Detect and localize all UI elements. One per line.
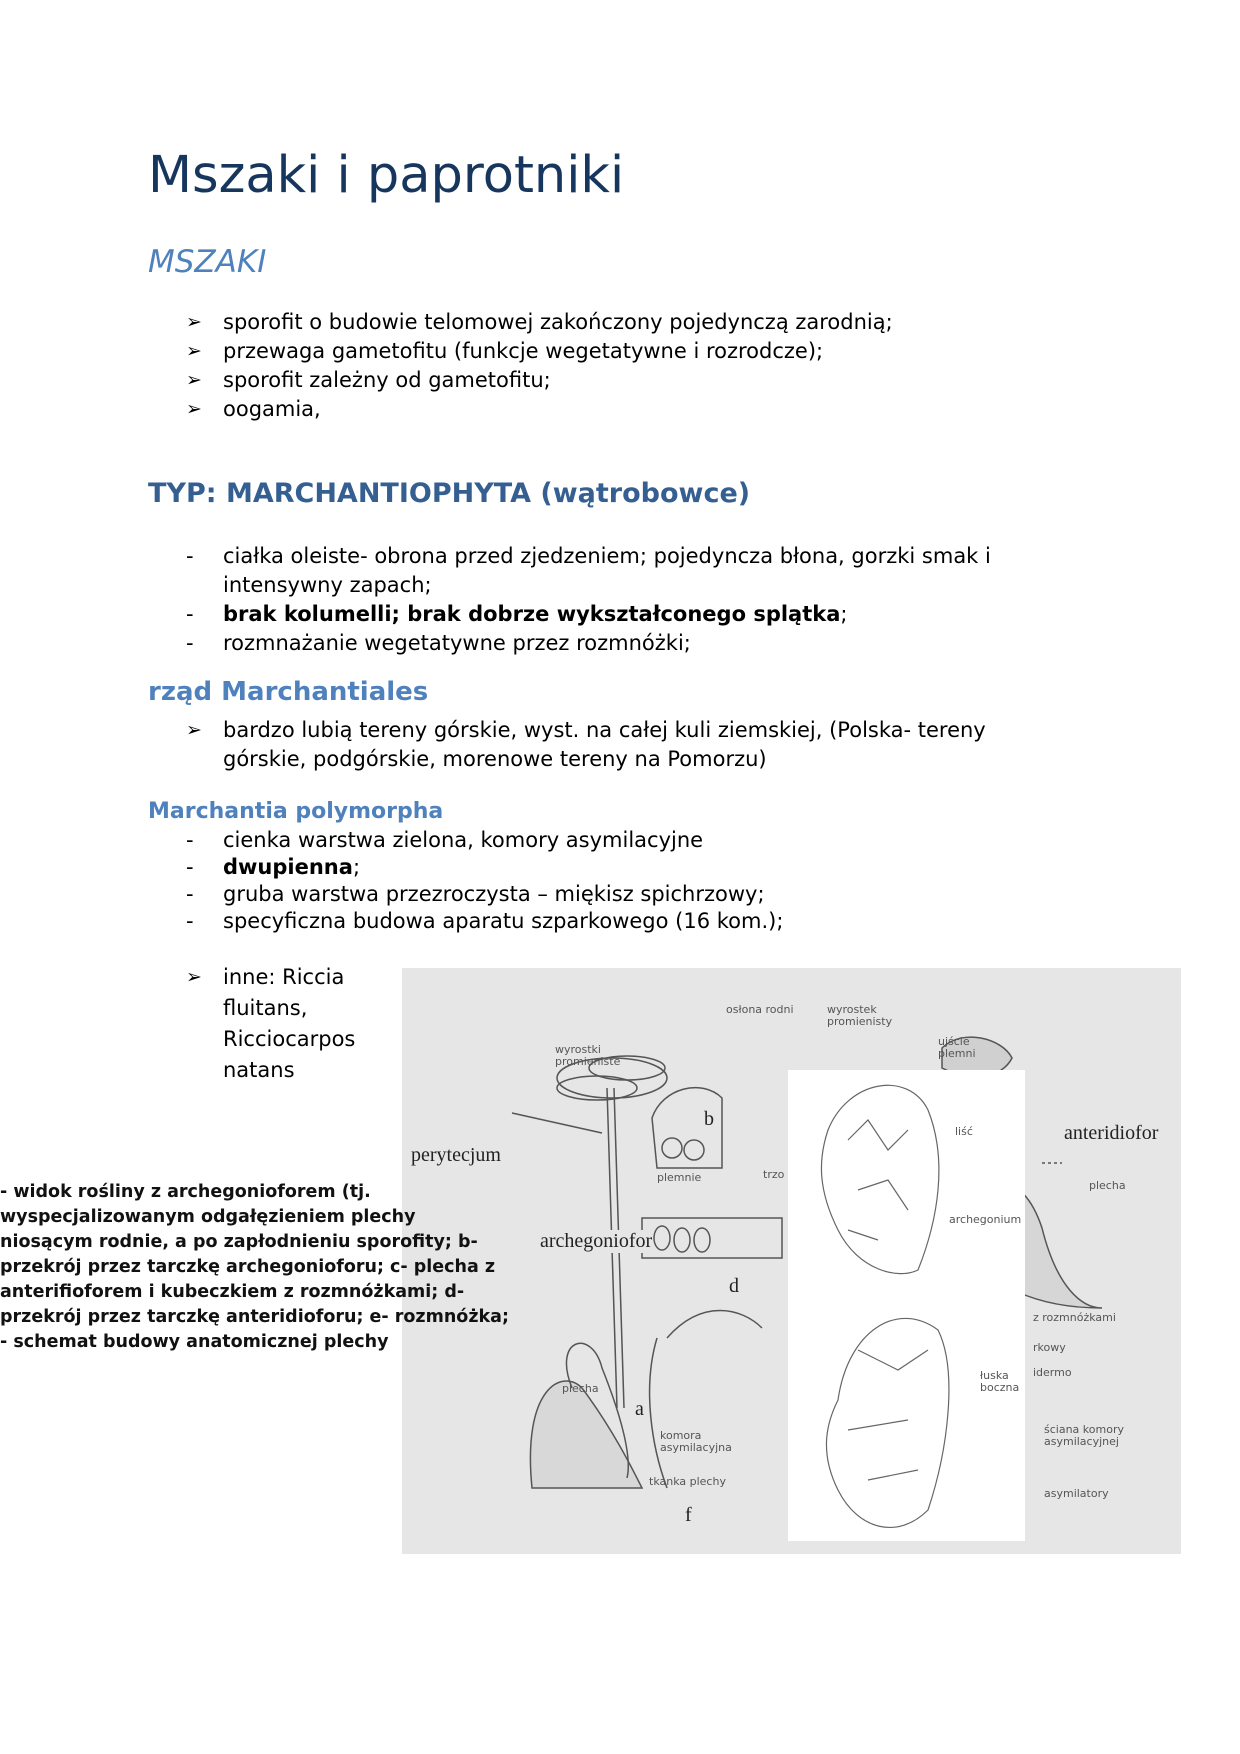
list-item: - brak kolumelli; brak dobrze wykształconego splątka; (186, 602, 848, 626)
figure-label: f (685, 1504, 692, 1526)
figure-label: rkowy (1033, 1341, 1066, 1354)
figure-label: z rozmnóżkami (1033, 1311, 1116, 1324)
figure-label: d (729, 1275, 739, 1297)
arrow-bullet-icon: ➢ (186, 311, 202, 333)
rzad-list (186, 716, 1066, 774)
figure-label: łuska boczna (980, 1369, 1020, 1394)
list-item: - cienka warstwa zielona, komory asymilacyjne (186, 828, 704, 852)
list-item: - gruba warstwa przezroczysta – miękisz spichrzowy; (186, 882, 765, 906)
typ-list (186, 542, 1066, 658)
figure-label: wyrostek promienisty (827, 1003, 893, 1028)
figure-label: komora asymilacyjna (660, 1429, 732, 1454)
arrow-bullet-icon: ➢ (186, 966, 202, 988)
arrow-bullet-icon: ➢ (186, 719, 202, 741)
figure-label: osłona rodni (726, 1003, 794, 1016)
mszaki-list (186, 308, 893, 424)
figure-label: ujście plemni (938, 1035, 976, 1060)
page-title: Mszaki i paprotniki (148, 146, 625, 205)
figure-label: perytecjum (411, 1144, 501, 1166)
list-item: - rozmnażanie wegetatywne przez rozmnóżki; (186, 631, 691, 655)
heading-mszaki: MSZAKI (148, 244, 267, 280)
figure-label: plemnie (657, 1171, 702, 1184)
figure-label: tkanka plechy (649, 1475, 726, 1488)
figure-label: plecha (1089, 1179, 1126, 1192)
marchantia-list (186, 827, 783, 935)
figure-label: liść (955, 1125, 973, 1138)
figure-caption: - widok rośliny z archegonioforem (tj. wyspecjalizowanym odgałęzieniem plechy niosącym rodnie, a po zapłodnieniu sporofity; b- przekrój przez tarczkę archegonioforu; c- plecha z anterifioforem i kubeczkiem z rozmnóżkami; d- przekrój przez tarczkę anteridioforu; e- rozmnóżka; - schemat budowy anatomicznej plechy (0, 1182, 509, 1352)
figure-label: b (704, 1108, 714, 1130)
list-item: ➢ przewaga gametofitu (funkcje wegetatywne i rozrodcze); (186, 337, 893, 366)
list-item: ➢ sporofit o budowie telomowej zakończony pojedynczą zarodnią; (186, 308, 893, 337)
figure-label: archegoniofor (540, 1230, 653, 1252)
arrow-bullet-icon: ➢ (186, 398, 202, 420)
figure-label: ściana komory asymilacyjnej (1044, 1423, 1124, 1448)
arrow-bullet-icon: ➢ (186, 340, 202, 362)
enlarged-view-panel (788, 1070, 1025, 1541)
figure-label: asymilatory (1044, 1487, 1109, 1500)
inne-list (186, 962, 356, 1086)
marchantia-figure (402, 968, 1181, 1554)
figure-label: trzo (763, 1168, 785, 1181)
list-item: ➢ oogamia, (186, 395, 893, 424)
list-item: - specyficzna budowa aparatu szparkowego (16 kom.); (186, 909, 784, 933)
figure-label: wyrostki promieniste (555, 1043, 621, 1068)
arrow-bullet-icon: ➢ (186, 369, 202, 391)
list-item: - ciałka oleiste- obrona przed zjedzeniem; pojedyncza błona, gorzki smak i intensywny zapach; (186, 544, 991, 597)
list-item: ➢ inne: Riccia fluitans, Ricciocarpos natans (186, 962, 356, 1086)
list-item: ➢ bardzo lubią tereny górskie, wyst. na całej kuli ziemskiej, (Polska- tereny górskie, podgórskie, morenowe tereny na Pomorzu) (186, 718, 986, 771)
figure-label: anteridiofor (1064, 1122, 1159, 1144)
list-item: ➢ sporofit zależny od gametofitu; (186, 366, 893, 395)
figure-label: a (635, 1398, 644, 1420)
heading-rzad: rząd Marchantiales (148, 677, 429, 707)
list-item: - dwupienna; (186, 855, 361, 879)
heading-typ: TYP: MARCHANTIOPHYTA (wątrobowce) (148, 478, 751, 509)
figure-label: plecha (562, 1382, 599, 1395)
figure-label: archegonium (949, 1213, 1022, 1226)
heading-marchantia: Marchantia polymorpha (148, 799, 444, 824)
figure-label: idermo (1033, 1366, 1072, 1379)
rozmnozka-drawing (788, 1070, 1025, 1541)
